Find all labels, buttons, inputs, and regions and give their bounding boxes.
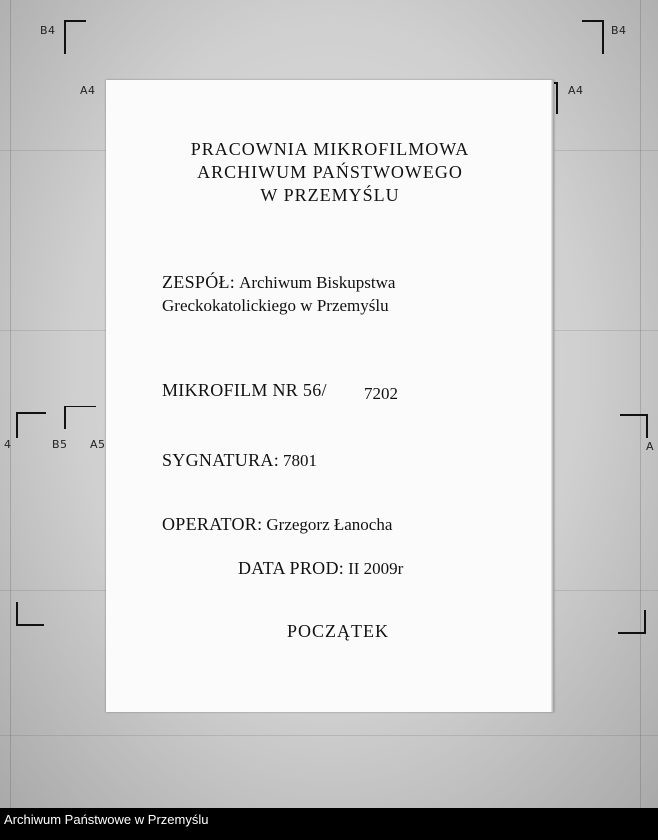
zespol-value: Archiwum Biskupstwa xyxy=(239,273,396,292)
b5-left-bracket xyxy=(16,412,46,438)
operator-label: OPERATOR: xyxy=(162,514,263,534)
b4-right-mark: B4 xyxy=(611,24,627,37)
document-sheet xyxy=(106,80,554,712)
right-edge-mark: A xyxy=(646,440,655,453)
bottom-right-bracket xyxy=(618,610,646,634)
a4-left-mark: A4 xyxy=(80,84,96,97)
film-edge-line xyxy=(10,0,11,808)
status-label: POCZĄTEK xyxy=(287,621,389,641)
data-prod-label: DATA PROD: xyxy=(238,558,345,578)
mikrofilm-number: 7202 xyxy=(364,384,398,403)
zespol-label: ZESPÓŁ: xyxy=(162,272,236,292)
b4-right-bracket xyxy=(582,20,604,54)
mikrofilm-row xyxy=(162,380,327,401)
sygnatura-value: 7801 xyxy=(283,451,318,470)
data-prod-row xyxy=(238,558,403,579)
scan-streak xyxy=(0,735,658,736)
a5-left-bracket xyxy=(64,406,96,429)
zespol-value-line-2: Greckokatolickiego w Przemyślu xyxy=(162,296,389,315)
left-edge-mark: 4 xyxy=(4,438,12,451)
mikrofilm-label: MIKROFILM NR 56/ xyxy=(162,380,327,400)
bottom-left-bracket xyxy=(16,602,44,626)
a5-left-mark: A5 xyxy=(90,438,106,451)
sheet-edge-shadow xyxy=(551,80,554,712)
a4-right-mark: A4 xyxy=(568,84,584,97)
film-edge-line xyxy=(640,0,641,808)
operator-value: Grzegorz Łanocha xyxy=(266,515,393,534)
header-line-2: ARCHIWUM PAŃSTWOWEGO xyxy=(197,162,463,182)
b5-left-mark: B5 xyxy=(52,438,68,451)
b5-right-bracket xyxy=(620,414,648,438)
header-line-1: PRACOWNIA MIKROFILMOWA xyxy=(190,139,470,159)
sygnatura-row xyxy=(162,450,317,471)
operator-row xyxy=(162,514,392,535)
header-line-3: W PRZEMYŚLU xyxy=(260,185,400,205)
footer-caption: Archiwum Państwowe w Przemyślu xyxy=(4,812,209,827)
sygnatura-label: SYGNATURA: xyxy=(162,450,280,470)
data-prod-value: II 2009r xyxy=(348,559,404,578)
b4-left-mark: B4 xyxy=(40,24,56,37)
zespol-row xyxy=(162,272,395,293)
b4-left-bracket xyxy=(64,20,86,54)
